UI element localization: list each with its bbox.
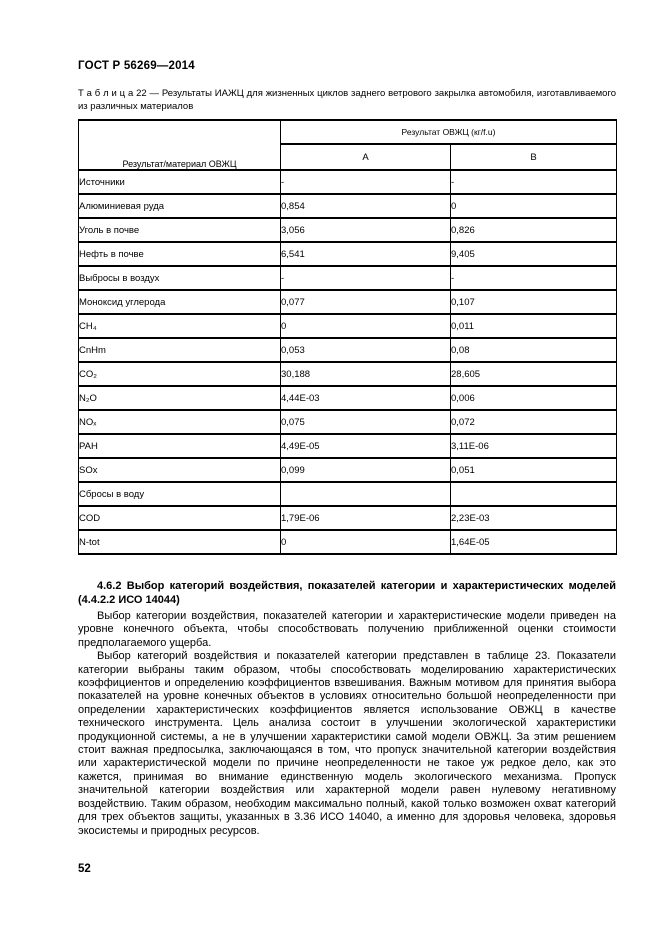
cell-value-a — [281, 482, 451, 506]
table-row — [79, 458, 617, 482]
cell-value-a: 0,053 — [281, 338, 451, 362]
row-label: CnHm — [79, 338, 281, 362]
cell-value-b: 0,051 — [451, 458, 617, 482]
row-label: SOx — [79, 458, 281, 482]
cell-value-a: 4,44Е-03 — [281, 386, 451, 410]
cell-value-b: 9,405 — [451, 242, 617, 266]
cell-value-b: 3,11Е-06 — [451, 434, 617, 458]
cell-value-b: - — [451, 266, 617, 290]
cell-value-b — [451, 482, 617, 506]
cell-value-a: 4,49Е-05 — [281, 434, 451, 458]
table-row — [79, 530, 617, 554]
section-heading: 4.6.2 Выбор категорий воздействия, показателей категории и характеристических моделей (4.4.2.2 ИСО 14044) — [78, 580, 616, 606]
row-label: Алюминиевая руда — [79, 194, 281, 218]
row-label: Моноксид углерода — [79, 290, 281, 314]
document-header: ГОСТ Р 56269—2014 — [78, 60, 195, 72]
cell-value-b: 0,826 — [451, 218, 617, 242]
table-row — [79, 266, 617, 290]
cell-value-a: 3,056 — [281, 218, 451, 242]
results-table — [78, 119, 617, 555]
table-row — [79, 194, 617, 218]
cell-value-b: 2,23Е-03 — [451, 506, 617, 530]
section-4-6-2 — [78, 580, 616, 838]
table-row — [79, 170, 617, 194]
row-label: NOₓ — [79, 410, 281, 434]
cell-value-a: 6,541 — [281, 242, 451, 266]
column-header-b: В — [451, 144, 617, 170]
cell-value-a: 0 — [281, 314, 451, 338]
row-label: Нефть в почве — [79, 242, 281, 266]
cell-value-a: 0,099 — [281, 458, 451, 482]
cell-value-b: - — [451, 170, 617, 194]
row-label: Уголь в почве — [79, 218, 281, 242]
cell-value-a: 30,188 — [281, 362, 451, 386]
cell-value-b: 0,006 — [451, 386, 617, 410]
row-label: Сбросы в воду — [79, 482, 281, 506]
row-label: Источники — [79, 170, 281, 194]
table-row — [79, 218, 617, 242]
table-caption: Т а б л и ц а 22 — Результаты ИАЖЦ для жизненных циклов заднего ветрового закрылка автомобиля, изготавливаемого из различных материалов — [78, 88, 616, 112]
table-row — [79, 290, 617, 314]
column-header-material: Результат/материал ОВЖЦ — [79, 120, 281, 170]
paragraph-1: Выбор категории воздействия, показателей категории и характеристические модели приведен на уровне конечного объекта, чтобы способствовать получению приближенной оценки стоимости предполагаемого ущерба. — [78, 610, 616, 649]
cell-value-b: 1,64Е-05 — [451, 530, 617, 554]
table-row — [79, 314, 617, 338]
cell-value-a: - — [281, 266, 451, 290]
cell-value-b: 0,011 — [451, 314, 617, 338]
paragraph-2: Выбор категорий воздействия и показателей категории представлен в таблице 23. Показатели категории выбраны таким образом, чтобы способствовать моделированию характеристических коэффициентов и определению коэффициентов взвешивания. Важным мотивом для принятия выбора показателей на уровне конечных объектов в условиях относительно большой неопределенности при определении характеристических коэффициентов является использование ОВЖЦ в качестве технического инструмента. Цель анализа состоит в улучшении экологической характеристики продукционной системы, а не в улучшении характеристики самой модели ОВЖЦ. За этим решением стоит важная предпосылка, заключающаяся в том, что пропуск значительной категории воздействия или характеристической модели по причине неопределенности не такое уж редкое дело, как это кажется, принимая во внимание единственную модель экологического механизма. Пропуск значительной категории воздействия или характерной модели равен нулевому негативному воздействию. Таким образом, необходим максимально полный, какой только возможен охват категорий для трех объектов защиты, указанных в 3.36 ИСО 14040, а именно для здоровья человека, здоровья экосистемы и природных ресурсов. — [78, 650, 616, 837]
row-label: Выбросы в воздух — [79, 266, 281, 290]
row-label: COD — [79, 506, 281, 530]
cell-value-a: 0,075 — [281, 410, 451, 434]
table-row — [79, 362, 617, 386]
row-label: PAH — [79, 434, 281, 458]
column-header-a: А — [281, 144, 451, 170]
table-row — [79, 434, 617, 458]
column-header-results: Результат ОВЖЦ (кг/f.u) — [281, 120, 617, 144]
cell-value-a: 0,077 — [281, 290, 451, 314]
cell-value-b: 0,107 — [451, 290, 617, 314]
results-table-body — [79, 170, 617, 554]
table-row — [79, 506, 617, 530]
cell-value-a: 0,854 — [281, 194, 451, 218]
cell-value-a: 1,79Е-06 — [281, 506, 451, 530]
row-label: N-tot — [79, 530, 281, 554]
row-label: CH₄ — [79, 314, 281, 338]
table-row — [79, 410, 617, 434]
table-header-row-1 — [79, 120, 617, 144]
table-row — [79, 482, 617, 506]
cell-value-b: 0 — [451, 194, 617, 218]
table-row — [79, 386, 617, 410]
table-row — [79, 338, 617, 362]
table-row — [79, 242, 617, 266]
cell-value-a: 0 — [281, 530, 451, 554]
page-number: 52 — [78, 863, 91, 875]
cell-value-a: - — [281, 170, 451, 194]
cell-value-b: 0,08 — [451, 338, 617, 362]
cell-value-b: 0,072 — [451, 410, 617, 434]
cell-value-b: 28,605 — [451, 362, 617, 386]
row-label: CO₂ — [79, 362, 281, 386]
row-label: N₂O — [79, 386, 281, 410]
